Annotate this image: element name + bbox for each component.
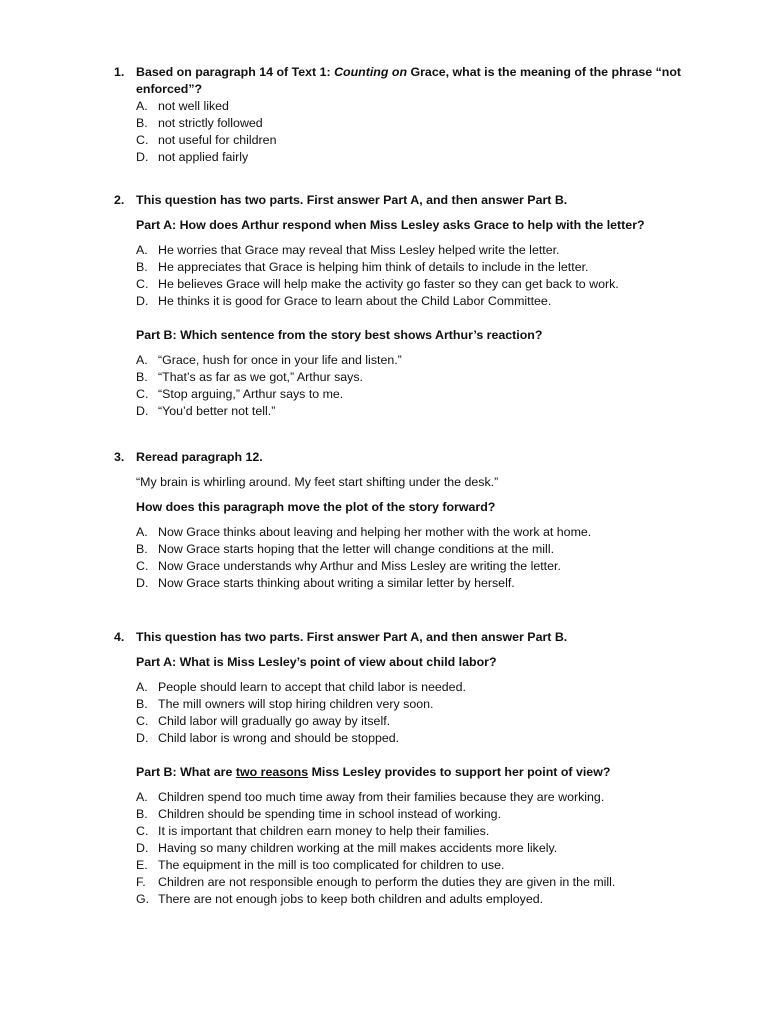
answer-option[interactable] [136, 840, 714, 857]
option-text: He worries that Grace may reveal that Miss Lesley helped write the letter. [158, 243, 560, 257]
option-text: He appreciates that Grace is helping him think of details to include in the letter. [158, 260, 589, 274]
option-text: not useful for children [158, 133, 277, 147]
part-a-prompt: Part A: How does Arthur respond when Miss Lesley asks Grace to help with the letter? [136, 218, 645, 232]
option-text: The equipment in the mill is too complicated for children to use. [158, 858, 505, 872]
answer-option[interactable] [136, 857, 714, 874]
option-letter: B. [136, 697, 148, 711]
question-text: This question has two parts. First answer Part A, and then answer Part B. [136, 193, 568, 207]
answer-options-part-a [114, 242, 714, 310]
option-letter: C. [136, 133, 149, 147]
question-text: This question has two parts. First answer Part A, and then answer Part B. [136, 630, 568, 644]
option-letter: C. [136, 387, 149, 401]
answer-option[interactable] [136, 115, 714, 132]
stem-text-a: Based on paragraph 14 of Text 1: [136, 65, 335, 79]
option-letter: B. [136, 260, 148, 274]
part-b-text-b: Miss Lesley provides to support her point of view? [308, 765, 611, 779]
answer-option[interactable] [136, 696, 714, 713]
question-3 [114, 449, 714, 592]
question-1 [114, 64, 714, 166]
question-4 [114, 629, 714, 908]
quoted-passage: “My brain is whirling around. My feet start shifting under the desk.” [136, 475, 499, 489]
option-text: not applied fairly [158, 150, 249, 164]
option-letter: A. [136, 790, 148, 804]
question-stem [114, 629, 714, 646]
answer-option[interactable] [136, 132, 714, 149]
answer-option[interactable] [136, 149, 714, 166]
answer-option[interactable] [136, 575, 714, 592]
answer-options-part-a [114, 679, 714, 747]
part-a-prompt: Part A: What is Miss Lesley’s point of view about child labor? [136, 655, 497, 669]
answer-options-part-b [114, 352, 714, 420]
option-letter: A. [136, 99, 148, 113]
answer-options [114, 524, 714, 592]
question-number: 2. [114, 193, 125, 207]
option-text: Now Grace starts hoping that the letter will change conditions at the mill. [158, 542, 555, 556]
stem-text-b: Grace, what is the meaning of the phrase “not enforced”? [136, 65, 682, 96]
option-letter: G. [136, 892, 150, 906]
option-text: People should learn to accept that child labor is needed. [158, 680, 466, 694]
option-letter: A. [136, 680, 148, 694]
answer-option[interactable] [136, 293, 714, 310]
answer-option[interactable] [136, 558, 714, 575]
answer-option[interactable] [136, 713, 714, 730]
option-text: It is important that children earn money to help their families. [158, 824, 490, 838]
question-number: 3. [114, 450, 125, 464]
option-letter: D. [136, 294, 149, 308]
answer-option[interactable] [136, 352, 714, 369]
option-letter: B. [136, 807, 148, 821]
question-stem [114, 64, 714, 98]
answer-option[interactable] [136, 242, 714, 259]
part-b-text-a: Part B: What are [136, 765, 236, 779]
answer-option[interactable] [136, 679, 714, 696]
answer-option[interactable] [136, 259, 714, 276]
option-text: Now Grace thinks about leaving and helping her mother with the work at home. [158, 525, 592, 539]
part-b-underlined: two reasons [235, 765, 309, 779]
option-letter: D. [136, 150, 149, 164]
option-text: Now Grace understands why Arthur and Miss Lesley are writing the letter. [158, 559, 561, 573]
question-2 [114, 192, 714, 420]
option-letter: B. [136, 542, 148, 556]
option-text: He believes Grace will help make the activity go faster so they can get back to work. [158, 277, 619, 291]
option-letter: A. [136, 353, 148, 367]
option-letter: D. [136, 404, 149, 418]
option-letter: A. [136, 525, 148, 539]
answer-option[interactable] [136, 891, 714, 908]
option-letter: D. [136, 731, 149, 745]
option-letter: F. [136, 875, 146, 889]
option-text: not strictly followed [158, 116, 263, 130]
option-letter: C. [136, 824, 149, 838]
question-text [136, 64, 714, 98]
option-text: Child labor is wrong and should be stopped. [158, 731, 400, 745]
answer-option[interactable] [136, 823, 714, 840]
option-text: Now Grace starts thinking about writing a similar letter by herself. [158, 576, 515, 590]
question-stem [114, 449, 714, 466]
option-letter: B. [136, 370, 148, 384]
part-b-prompt [136, 764, 714, 781]
option-text: “Stop arguing,” Arthur says to me. [158, 387, 344, 401]
option-text: He thinks it is good for Grace to learn about the Child Labor Committee. [158, 294, 552, 308]
question-number: 1. [114, 65, 125, 79]
option-letter: D. [136, 841, 149, 855]
answer-option[interactable] [136, 730, 714, 747]
option-letter: C. [136, 714, 149, 728]
option-text: not well liked [158, 99, 229, 113]
option-letter: C. [136, 559, 149, 573]
answer-options [114, 98, 714, 166]
option-letter: E. [136, 858, 148, 872]
option-text: Children spend too much time away from their families because they are working. [158, 790, 605, 804]
question-stem [114, 192, 714, 209]
answer-option[interactable] [136, 386, 714, 403]
question-prompt: How does this paragraph move the plot of the story forward? [136, 500, 496, 514]
answer-option[interactable] [136, 524, 714, 541]
answer-option[interactable] [136, 789, 714, 806]
answer-option[interactable] [136, 403, 714, 420]
option-letter: A. [136, 243, 148, 257]
option-text: Children should be spending time in school instead of working. [158, 807, 502, 821]
option-text: The mill owners will stop hiring children very soon. [158, 697, 434, 711]
question-number: 4. [114, 630, 125, 644]
part-b-prompt: Part B: Which sentence from the story best shows Arthur’s reaction? [136, 328, 543, 342]
option-text: Child labor will gradually go away by itself. [158, 714, 391, 728]
answer-option[interactable] [136, 276, 714, 293]
option-letter: C. [136, 277, 149, 291]
answer-option[interactable] [136, 369, 714, 386]
answer-options-part-b [114, 789, 714, 908]
answer-option[interactable] [136, 874, 714, 891]
option-text: Children are not responsible enough to perform the duties they are given in the mill. [158, 875, 616, 889]
stem-italic-title: Counting on [334, 65, 408, 79]
answer-option[interactable] [136, 806, 714, 823]
answer-option[interactable] [136, 541, 714, 558]
option-letter: B. [136, 116, 148, 130]
option-text: “That’s as far as we got,” Arthur says. [158, 370, 363, 384]
option-text: Having so many children working at the mill makes accidents more likely. [158, 841, 558, 855]
option-text: “You’d better not tell.” [158, 404, 276, 418]
option-text: There are not enough jobs to keep both children and adults employed. [158, 892, 544, 906]
option-text: “Grace, hush for once in your life and listen.” [158, 353, 402, 367]
question-text: Reread paragraph 12. [136, 450, 263, 464]
answer-option[interactable] [136, 98, 714, 115]
option-letter: D. [136, 576, 149, 590]
